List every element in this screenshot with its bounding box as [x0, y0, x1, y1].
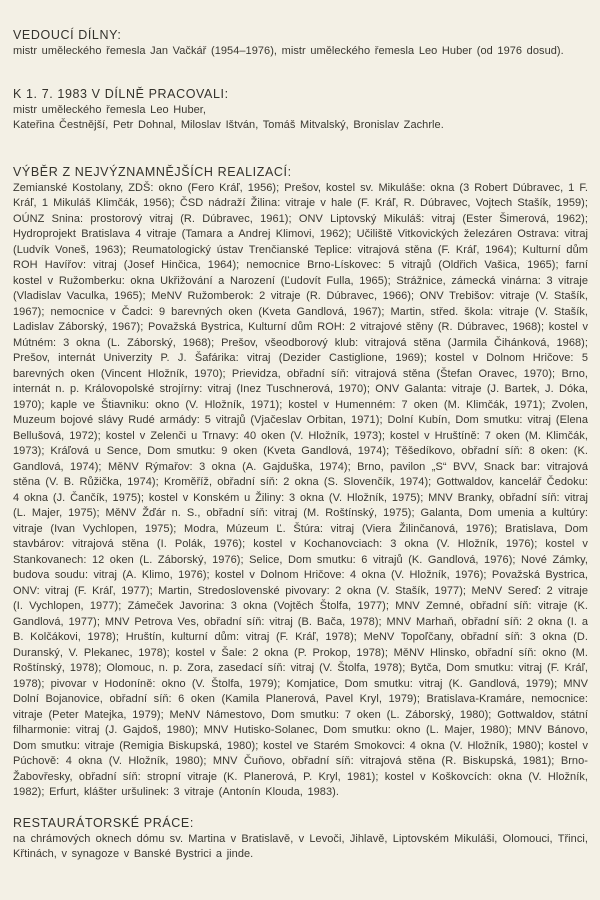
section-major-works: [13, 164, 588, 801]
section-body-restoration: na chrámových oknech dómu sv. Martina v Bratislavě, v Levoči, Jihlavě, Liptovském Mikuláši, Olomouci, Třinci, Křtinách, v synagoze v Banské Bystrici a jinde.: [13, 832, 588, 860]
section-body-works: Zemianské Kostolany, ZDŠ: okno (Fero Kráľ, 1956); Prešov, kostel sv. Mikuláše: okna (3 Robert Dúbravec, 1 F. Kráľ, 1 Mikuláš Klimčák, 1956); ČSD nádraží Žilina: vitraje v hale (F. Kráľ, R. Dúbravec, Vojtech Stašík, 1959); OÚNZ Snina: prostorový vitraj (R. Dúbravec, 1961); ONV Liptovský Mikuláš: vitraj (Ester Šimerová, 1962); Hydroprojekt Bratislava 4 vitraje (Tamara a Andrej Klimovi, 1962); Učiliště Vitkovických železáren Ostrava: vitraj (Ludvík Voneš, 1963); Reumatologický ústav Trenčianské Teplice: vitrajová stěna (F. Kráľ, 1964); Kulturní dům ROH Havířov: vitraj (Josef Hinčica, 1964); nemocnice Brno-Lískovec: 5 vitrajů (Oldřich Vašica, 1965); farní kostel v Ružomberku: okna Ukřižování a Narození (Ľudovít Fulla, 1965); Strážnice, zámecká vinárna: 3 vitraje (Vladislav Vaculka, 1965); MeNV Ružomberok: 2 vitraje (R. Dúbravec, 1966); ONV Trebišov: vitraje (V. Stašík, 1967); nemocnice v Čadci: 9 barevných oken (Kveta Gandlová, 1967); Martin, střed. škola: vitraje (V. Stašík, Ladislav Záborský, 1967); Považská Bystrica, Kulturní dům ROH: 2 vitrajové stěny (R. Dúbravec, 1968); kostel v Mútném: 3 okna (L. Záborský, 1968); Prešov, všeodborový klub: vitrajová stěna (Jarmila Čihánková, 1968); Prešov, internát Univerzity P. J. Šafárika: vitraj (Dezider Castiglione, 1969); kostel v Dolnom Hričove: 5 barevných oken (Vincent Hložník, 1970); Prievidza, obřadní síň: vitrajová stěna (Štefan Oravec, 1970); Brno, internát n. p. Královopolské strojírny: vitraj (Inez Tuschnerová, 1970); ONV Galanta: vitraje (J. Bartek, J. Dóka, 1970); kaple ve Štiavniku: okno (V. Hložník, 1971); kostel v Humenném: 7 oken (M. Klimčák, 1971); Zvolen, Muzeum bojové slávy Rudé armády: 5 vitrajů (Vjačeslav Orbitan, 1971); Dolní Kubín, Dom smutku: vitraj (Elena Bellušová, 1972); kostel v Zelenči u Trnavy: 40 oken (V. Hložník, 1973); kostel v Hruštíně: 7 oken (M. Klimčák, 1973); Kráľová u Sence, Dom smutku: 9 oken (Kveta Gandlová, 1974); Těšedíkovo, obřadní síň: 8 oken: (K. Gandlová, 1974); MěNV Rýmařov: 3 okna (A. Gajduška, 1974); Brno, pavilon „S“ BVV, Snack bar: vitrajová stěna (V. B. Růžička, 1974); Kroměříž, obřadní síň: 2 okna (S. Slovenčík, 1974); Gottwaldov, kancelář Čedoku: 4 okna (J. Čančík, 1975); kostel v Konském u Žiliny: 3 okna (V. Hložník, 1975); MNV Branky, obřadní síň: vitraj (L. Majer, 1975); MěNV Žďár n. S., obřadní síň: vitraj (M. Roštínský, 1975); Galanta, Dom umenia a kultúry: vitraje (Ivan Vychlopen, 1975); Modra, Múzeum Ľ. Štúra: vitraj (Viera Žilinčanová, 1976); Bratislava, Dom stavbárov: vitrajová stěna (I. Polák, 1976); kostel v Kochanovciach: 3 okna (V. Hložník, 1976); kostel v Stankovanech: 12 oken (L. Záborský, 1976); Selice, Dom smutku: 6 vitrajů (K. Gandlová, 1976); Nové Zámky, budova soudu: vitraj (A. Klimo, 1976); kostel v Dolnom Hričove: 4 okna (V. Hložník, 1976); Považská Bystrica, ONV: vitraj (F. Kráľ, 1977); Martin, Stredoslovenské pivovary: 2 okna (V. Stašík, 1977); MeNV Sereď: 2 vitraje (I. Vychlopen, 1977); Zámeček Javorina: 3 okna (Vojtěch Štolfa, 1977); MNV Zemné, obřadní síň: vitraje (K. Gandlová, 1977); MNV Petrova Ves, obřadní síň: vitraj (B. Bača, 1978); MNV Marhaň, obřadní síň: 2 okna (I. a B. Kolčákovi, 1978); Hruštín, kulturní dům: vitraj (F. Kráľ, 1978); MeNV Topoľčany, obřadní síň: 3 okna (D. Duranský, V. Plekanec, 1978); kostel v Šale: 2 okna (P. Prokop, 1978); MěNV Hlinsko, obřadní síň: okno (M. Roštínský, 1978); Olomouc, n. p. Zora, zasedací síň: vitraj (V. Štolfa, 1978); Bytča, Dom smutku: vitraj (F. Kráľ, 1978); pivovar v Hodoníně: okno (V. Štolfa, 1979); Komjatice, Dom smutku: vitraj (K. Gandlová, 1979); MNV Dolní Bojanovice, obřadní síň: 6 oken (Kamila Planerová, Pavel Kryl, 1979); Bratislava-Kramáre, nemocnice: vitraje (Peter Matejka, 1979); MeNV Námestovo, Dom smutku: 7 oken (L. Záborský, 1980); Gottwaldov, státní filharmonie: vitraj (J. Gajdoš, 1980); MNV Hutisko-Solanec, Dom smutku: okno (L. Majer, 1980); MNV Bánovo, Dom smutku: vitraje (Remigia Biskupská, 1980); kostel ve Starém Smokovci: 4 okna (V. Hložník, 1980); kostel v Púchově: 4 okna (V. Hložník, 1980); MNV Čuňovo, obřadní síň: vitrajová stěna (R. Biskupská, 1981); Brno-Žabovřesky, obřadní síň: stropní vitraje (K. Planerová, P. Kryl, 1981); kostel v Koškovcích: okna (V. Hložník, 1982); Erfurt, klášter uršulinek: 3 vitraje (Antonín Klouda, 1983).: [13, 181, 588, 798]
section-restoration: [13, 815, 588, 863]
section-workshop-leaders: [13, 27, 588, 60]
section-heading-leaders: VEDOUCÍ DÍLNY:: [13, 28, 122, 42]
staff-line-master: mistr uměleckého řemesla Leo Huber,: [13, 103, 206, 116]
section-staff-1983: [13, 86, 588, 134]
staff-line-members: Kateřina Čestnější, Petr Dohnal, Miloslav Ištván, Tomáš Mitvalský, Bronislav Zachrle.: [13, 119, 444, 131]
section-heading-restoration: RESTAURÁTORSKÉ PRÁCE:: [13, 815, 194, 830]
section-body-leaders: mistr uměleckého řemesla Jan Vačkář (1954–1976), mistr uměleckého řemesla Leo Huber (od 1976 dosud).: [13, 45, 564, 57]
section-heading-works: VÝBĚR Z NEJVÝZNAMNĚJŠÍCH REALIZACÍ:: [13, 164, 292, 179]
section-heading-staff: K 1. 7. 1983 V DÍLNĚ PRACOVALI:: [13, 86, 229, 101]
